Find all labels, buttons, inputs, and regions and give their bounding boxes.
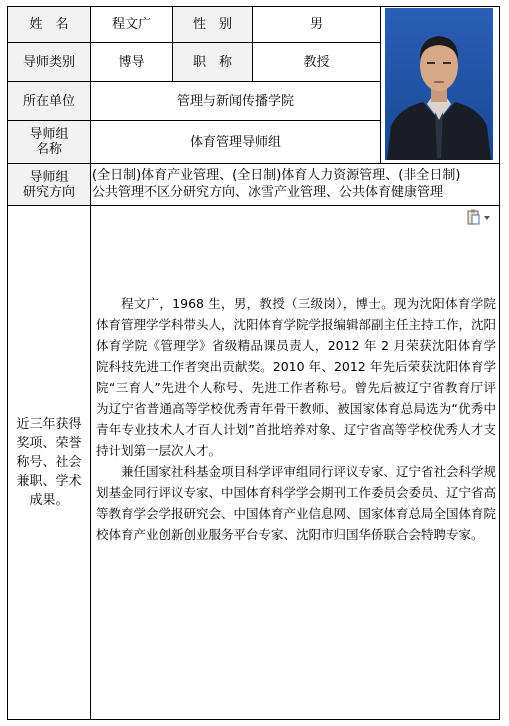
group-label-line-1: 导师组 bbox=[29, 127, 69, 142]
paste-options-icon[interactable] bbox=[466, 209, 492, 225]
name-label: 姓 名 bbox=[8, 7, 90, 42]
direction-label-line-2: 研究方向 bbox=[22, 184, 75, 200]
achievements-label: 近三年获得奖项、荣誉称号、社会兼职、学术成果。 bbox=[16, 417, 82, 508]
research-direction-line-2: 公共管理不区分研究方向、冰雪产业管理、公共体育健康管理 bbox=[92, 185, 444, 200]
gender-label: 性 别 bbox=[173, 7, 252, 42]
portrait-icon bbox=[385, 8, 493, 160]
portrait-photo bbox=[385, 8, 493, 160]
title-value: 教授 bbox=[303, 54, 330, 70]
direction-label-line-1: 导师组 bbox=[29, 169, 69, 185]
group-label bbox=[8, 121, 90, 163]
group-value: 体育管理导师组 bbox=[189, 134, 281, 150]
clipboard-icon bbox=[466, 209, 492, 225]
grid-line bbox=[380, 6, 381, 164]
table-border-right bbox=[499, 6, 500, 720]
supervisor-type-label: 导师类别 bbox=[8, 43, 90, 81]
research-direction-line-1: (全日制)体育产业管理、(全日制)体育人力资源管理、(非全日制) bbox=[92, 168, 461, 183]
biography-paragraph-1: 程文广，1968 生，男，教授（三级岗），博士。现为沈阳体育学院体育管理学学科带头人，沈阳体育学院学报编辑部副主任主持工作，沈阳体育学院《管理学》省级精品课员责人，2012 年 2 月荣获沈阳体育学院科技先进工作者突出贡献奖。2010 年、2012 年先后荣获沈阳体育学院“三育人”先进个人称号、先进工作者称号。曾先后被辽宁省教育厅评为辽宁省普通高等学校优秀青年骨干教师、被国家体育总局选为“优秀中青年专业技术人才百人计划”首批培养对象、辽宁省高等学校优秀人才支持计划第一层次人才。 bbox=[96, 296, 497, 458]
biography bbox=[96, 293, 496, 545]
name-value: 程文广 bbox=[111, 17, 151, 32]
table-border-bottom bbox=[7, 719, 500, 720]
biography-paragraph-2: 兼任国家社科基金项目科学评审组同行评议专家、辽宁省社会科学规划基金同行评议专家、中国体育科学学会期刊工作委员会委员、辽宁省高等教育学会学报研究会、中国体育产业信息网、国家体育总局全国体育院校体育产业创新创业服务平台专家、沈阳市归国华侨联合会特聘专家。 bbox=[96, 464, 497, 542]
gender-value: 男 bbox=[309, 17, 323, 32]
group-label-line-2: 名称 bbox=[35, 142, 62, 157]
direction-label bbox=[8, 164, 90, 205]
supervisor-type-value: 博导 bbox=[118, 54, 145, 70]
research-direction bbox=[92, 167, 498, 201]
unit-value: 管理与新闻传播学院 bbox=[176, 93, 294, 109]
unit-label: 所在单位 bbox=[8, 82, 90, 120]
title-label: 职 称 bbox=[173, 43, 252, 81]
